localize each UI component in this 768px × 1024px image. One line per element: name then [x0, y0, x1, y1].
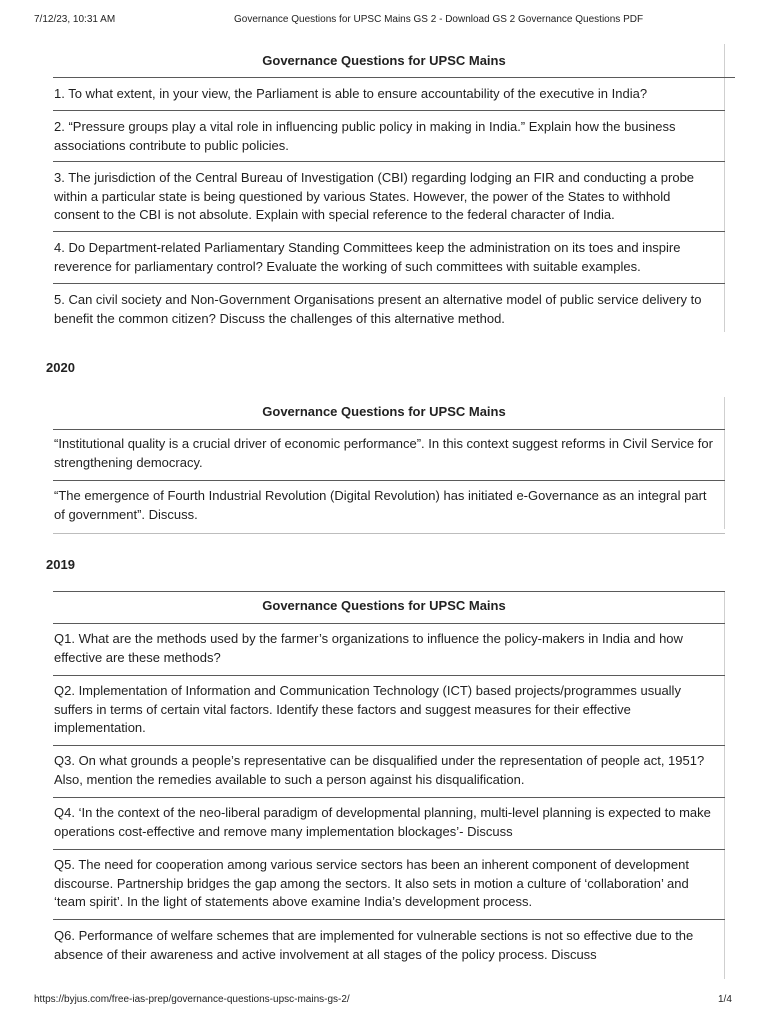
table-row: 5. Can civil society and Non-Government Organisations present an alternative model of public service delivery to benefit the common citizen? Discuss the challenges of this alternative method. — [54, 292, 702, 326]
table-divider — [53, 231, 725, 232]
table-title: Governance Questions for UPSC Mains — [262, 53, 506, 68]
table-row: “The emergence of Fourth Industrial Revolution (Digital Revolution) has initiated e-Governance as an integral part of government”. Discuss. — [54, 488, 707, 522]
table-row: Q5. The need for cooperation among various service sectors has been an inherent component of development discourse. Partnership bridges the gap among the sectors. It also sets in motion a culture of ‘collaboration’ and ‘team spirit’. In the light of statements above examine India’s development process. — [54, 857, 689, 909]
table-divider — [53, 283, 725, 284]
print-url: https://byjus.com/free-ias-prep/governance-questions-upsc-mains-gs-2/ — [34, 994, 350, 1005]
table-row: Q1. What are the methods used by the farmer’s organizations to influence the policy-makers in India and how effective are these methods? — [54, 631, 683, 665]
table-divider — [53, 849, 725, 850]
table-row: 1. To what extent, in your view, the Parliament is able to ensure accountability of the executive in India? — [54, 86, 648, 101]
table-divider — [53, 110, 725, 111]
table-title: Governance Questions for UPSC Mains — [262, 404, 506, 419]
table-divider — [53, 623, 725, 624]
year-heading-2020: 2020 — [46, 360, 75, 375]
table-row: 3. The jurisdiction of the Central Bureau of Investigation (CBI) regarding lodging an FIR and conducting a probe within a particular state is being questioned by various States. However, the power of the States to withhold consent to the CBI is not absolute. Explain with special reference to the federal character of India. — [54, 170, 695, 222]
table-divider — [53, 161, 725, 162]
table-divider — [53, 591, 725, 592]
table-divider — [53, 429, 725, 430]
table-divider — [53, 533, 725, 534]
questions-table-1 — [43, 44, 725, 332]
table-title: Governance Questions for UPSC Mains — [262, 598, 506, 613]
table-row: Q6. Performance of welfare schemes that are implemented for vulnerable sections is not so effective due to the absence of their awareness and active involvement at all stages of the policy process. Discuss — [54, 928, 694, 962]
table-row: “Institutional quality is a crucial driver of economic performance”. In this context suggest reforms in Civil Service for strengthening democracy. — [54, 436, 713, 470]
table-row: Q3. On what grounds a people’s representative can be disqualified under the representation of people act, 1951? Also, mention the remedies available to such a person against his disqualification. — [54, 753, 705, 787]
table-divider — [53, 480, 725, 481]
table-divider — [53, 77, 735, 78]
table-divider — [53, 919, 725, 920]
table-row: Q2. Implementation of Information and Communication Technology (ICT) based projects/programmes usually suffers in terms of certain vital factors. Identify these factors and suggest measures for their effective implementation. — [54, 683, 681, 735]
table-row: Q4. ‘In the context of the neo-liberal paradigm of developmental planning, multi-level planning is expected to make operations cost-effective and remove many implementation blockages’- Discuss — [54, 805, 711, 839]
print-header — [0, 14, 768, 28]
print-doc-title: Governance Questions for UPSC Mains GS 2 - Download GS 2 Governance Questions PDF — [234, 14, 644, 25]
page-number: 1/4 — [718, 994, 732, 1005]
table-divider — [53, 797, 725, 798]
questions-table-2 — [43, 397, 725, 529]
print-date: 7/12/23, 10:31 AM — [34, 14, 116, 25]
table-row: 2. “Pressure groups play a vital role in influencing public policy in making in India.” Explain how the business associations contribute to public policies. — [54, 119, 676, 153]
questions-table-3 — [43, 591, 725, 979]
year-heading-2019: 2019 — [46, 557, 75, 572]
table-divider — [53, 675, 725, 676]
table-row: 4. Do Department-related Parliamentary Standing Committees keep the administration on its toes and inspire reverence for parliamentary control? Evaluate the working of such committees with suitable examples. — [54, 240, 681, 274]
table-divider — [53, 745, 725, 746]
